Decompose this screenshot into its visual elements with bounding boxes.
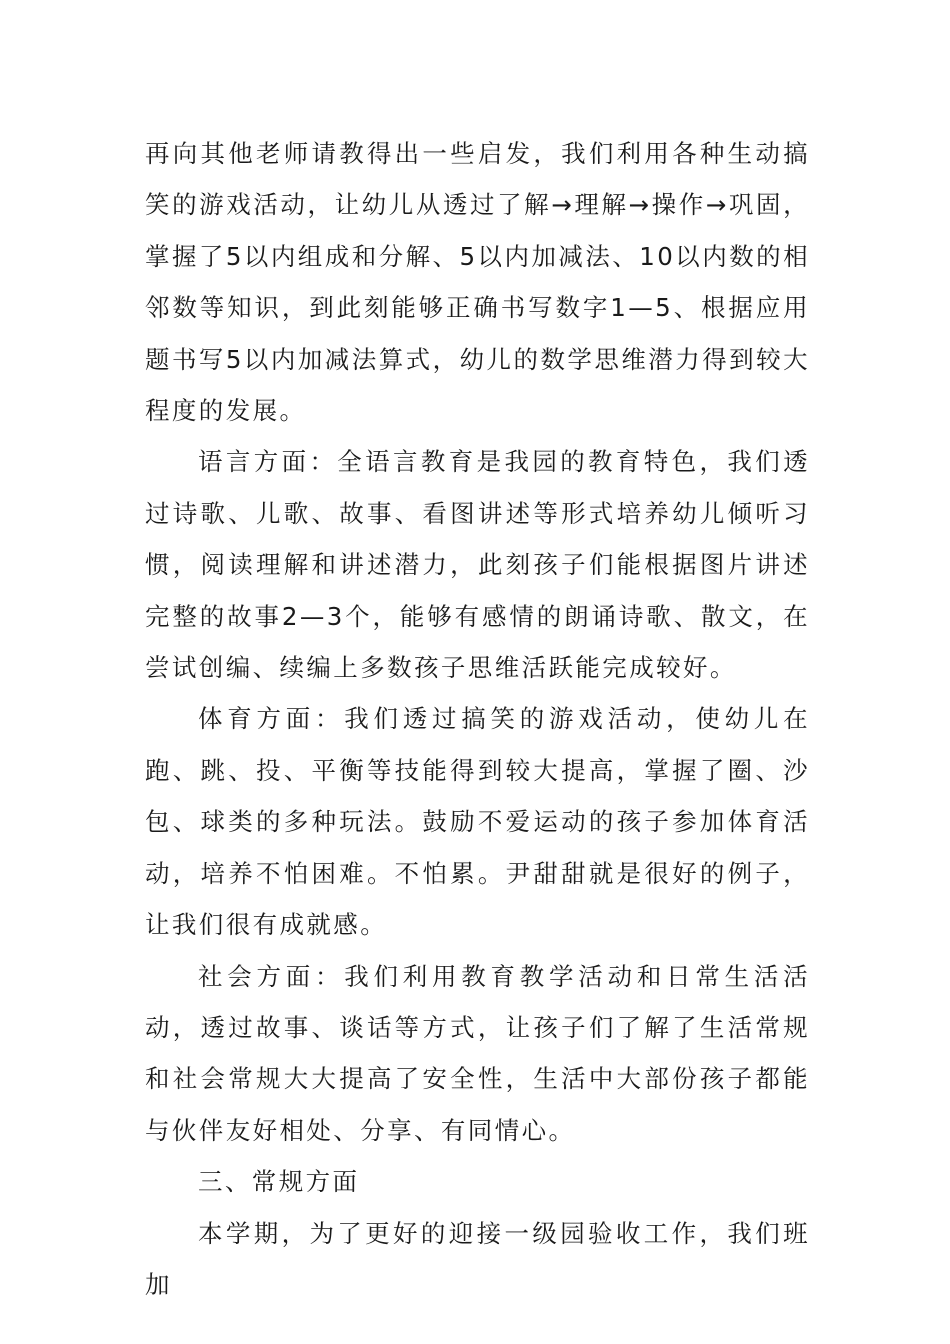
section-heading-routine: 三、常规方面 — [198, 1167, 360, 1197]
paragraph-social: 社会方面：我们利用教育教学活动和日常生活活动，透过故事、谈话等方式，让孩子们了解了生活常规和社会常规大大提高了安全性，生活中大部份孩子都能与伙伴友好相处、分享、有同情心。 — [145, 961, 810, 1145]
document-body — [145, 128, 810, 1310]
paragraph-sports: 体育方面：我们透过搞笑的游戏活动，使幼儿在跑、跳、投、平衡等技能得到较大提高，掌握了圈、沙包、球类的多种玩法。鼓励不爱运动的孩子参加体育活动，培养不怕困难。不怕累。尹甜甜就是很好的例子，让我们很有成就感。 — [145, 704, 810, 940]
paragraph-routine: 本学期，为了更好的迎接一级园验收工作，我们班加 — [145, 1218, 810, 1299]
paragraph-math-continued: 再向其他老师请教得出一些启发，我们利用各种生动搞笑的游戏活动，让幼儿从透过了解→理解→操作→巩固，掌握了5以内组成和分解、5以内加减法、10以内数的相邻数等知识，到此刻能够正确书写数字1—5、根据应用题书写5以内加减法算式，幼儿的数学思维潜力得到较大程度的发展。 — [145, 139, 810, 426]
paragraph-language: 语言方面：全语言教育是我园的教育特色，我们透过诗歌、儿歌、故事、看图讲述等形式培养幼儿倾听习惯，阅读理解和讲述潜力，此刻孩子们能根据图片讲述完整的故事2—3个，能够有感情的朗诵诗歌、散文，在尝试创编、续编上多数孩子思维活跃能完成较好。 — [145, 447, 810, 683]
